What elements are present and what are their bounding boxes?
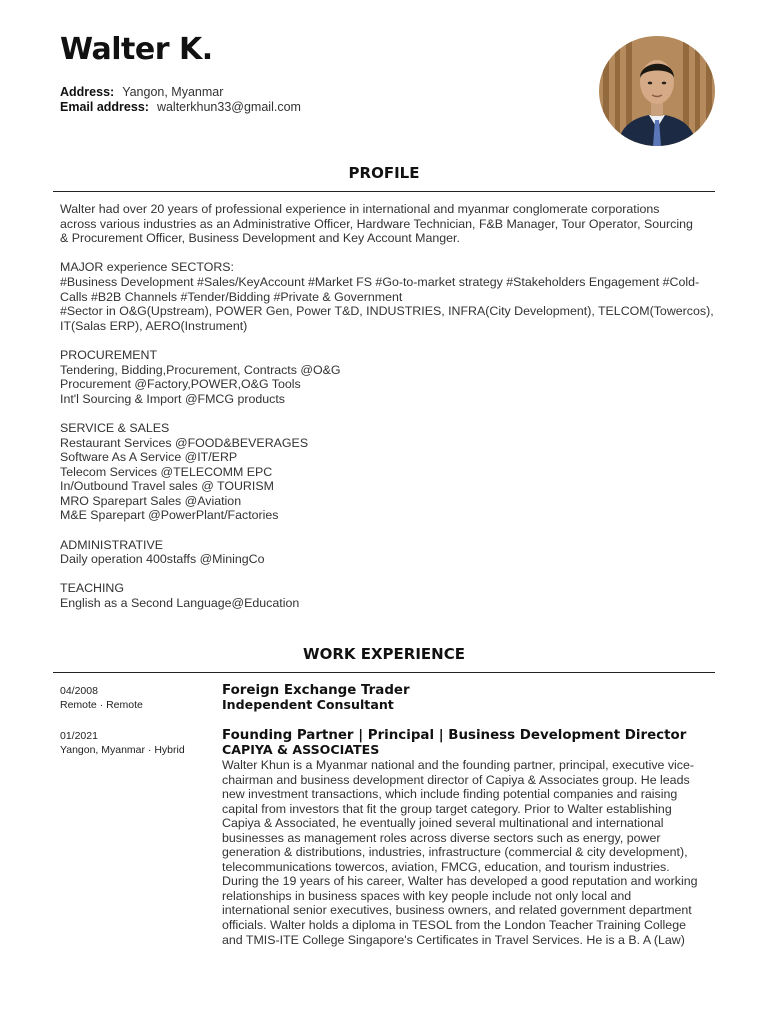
- profile-line: Software As A Service @IT/ERP: [60, 450, 238, 465]
- address-label: Address:: [60, 85, 115, 99]
- profile-heading: PROFILE: [348, 164, 420, 182]
- profile-line: English as a Second Language@Education: [60, 596, 300, 611]
- job-description-line: businesses as management roles across diverse sectors such as energy, power: [222, 830, 661, 845]
- profile-photo-illustration: [599, 36, 715, 146]
- paragraph-gap: [60, 246, 715, 261]
- job-title: Foreign Exchange Trader: [222, 683, 410, 698]
- profile-line: across various industries as an Administrative Officer, Hardware Technician, F&B Manager, Tour Operator, Sourcing: [60, 216, 693, 231]
- contact-info: [60, 85, 301, 115]
- job-description-line: chairman and business development director of Capiya & Associates group. He leads: [222, 772, 690, 787]
- profile-line: Procurement @Factory,POWER,O&G Tools: [60, 377, 301, 392]
- profile-line: TEACHING: [60, 581, 125, 596]
- job-title: Founding Partner | Principal | Business Development Director: [222, 728, 687, 743]
- job-location: Remote · Remote: [60, 699, 143, 711]
- job-description-line: generation & distributions, industries, infrastructure (commercial & city development),: [222, 845, 688, 860]
- profile-line: #Sector in O&G(Upstream), POWER Gen, Power T&D, INDUSTRIES, INFRA(City Development), TELCOM(Towercos),: [60, 304, 714, 319]
- candidate-name: Walter K.: [60, 32, 213, 67]
- job-description-line: capital from investors that fit the group target category. Prior to Walter establishing: [222, 801, 672, 816]
- job-description-line: new investment transactions, which include finding potential companies and raising: [222, 787, 678, 802]
- job-description-line: Walter Khun is a Myanmar national and the founding partner, principal, executive vice-: [222, 758, 695, 772]
- job-description-line: telecommunications towercos, aviation, FMCG, education, and tourism industries.: [222, 859, 670, 874]
- address-row: [60, 85, 301, 100]
- work-experience-heading: WORK EXPERIENCE: [303, 645, 465, 663]
- profile-divider: [53, 191, 715, 192]
- email-value[interactable]: walterkhun33@gmail.com: [156, 100, 301, 114]
- profile-line: PROCUREMENT: [60, 347, 158, 362]
- email-row: [60, 100, 301, 115]
- paragraph-gap: [60, 567, 715, 582]
- job-description-line: Capiya & Associated, he eventually joined several multinational and international: [222, 816, 664, 831]
- work-experience-divider: [53, 672, 715, 673]
- profile-line: SERVICE & SALES: [60, 420, 170, 435]
- job-description-line: During the 19 years of his career, Walter has developed a good reputation and working: [222, 874, 698, 889]
- paragraph-gap: [60, 406, 715, 421]
- job-company: Independent Consultant: [222, 697, 394, 712]
- profile-line: Tendering, Bidding,Procurement, Contracts @O&G: [60, 362, 341, 377]
- profile-line: Restaurant Services @FOOD&BEVERAGES: [60, 435, 309, 450]
- job-location: Yangon, Myanmar · Hybrid: [60, 744, 185, 756]
- profile-line: IT(Salas ERP), AERO(Instrument): [60, 318, 248, 333]
- job-date: 04/2008: [60, 685, 98, 697]
- profile-line: MRO Sparepart Sales @Aviation: [60, 493, 242, 508]
- job-description: [222, 758, 712, 947]
- profile-summary: [60, 202, 715, 611]
- job-description-line: officials. Walter holds a diploma in TESOL from the London Teacher Training College: [222, 918, 686, 933]
- job-description-line: international senior executives, business owners, and related government department: [222, 903, 692, 918]
- job-description-line: and TMIS-ITE College Singapore's Certificates in Travel Services. He is a B. A (Law): [222, 932, 685, 947]
- profile-line: Calls #B2B Channels #Tender/Bidding #Private & Government: [60, 289, 403, 304]
- profile-line: M&E Sparepart @PowerPlant/Factories: [60, 508, 279, 523]
- job-date: 01/2021: [60, 730, 98, 742]
- profile-line: & Procurement Officer, Business Development and Key Account Manger.: [60, 231, 460, 246]
- profile-line: Telecom Services @TELECOMM EPC: [60, 464, 273, 479]
- profile-line: MAJOR experience SECTORS:: [60, 260, 234, 275]
- paragraph-gap: [60, 333, 715, 348]
- job-company: CAPIYA & ASSOCIATES: [222, 742, 380, 757]
- profile-line: #Business Development #Sales/KeyAccount #Market FS #Go-to-market strategy #Stakeholders Engagement #Cold-: [60, 274, 700, 289]
- profile-line: Walter had over 20 years of professional experience in international and myanmar conglomerate corporations: [60, 202, 660, 216]
- profile-line: Daily operation 400staffs @MiningCo: [60, 552, 265, 567]
- paragraph-gap: [60, 523, 715, 538]
- address-value: Yangon, Myanmar: [122, 85, 224, 99]
- profile-line: ADMINISTRATIVE: [60, 537, 164, 552]
- profile-line: Int'l Sourcing & Import @FMCG products: [60, 391, 285, 406]
- job-description-line: relationships in business spaces with key people include not only local and: [222, 888, 632, 903]
- profile-line: In/Outbound Travel sales @ TOURISM: [60, 479, 274, 494]
- profile-photo: [599, 36, 715, 146]
- email-label: Email address:: [60, 100, 149, 114]
